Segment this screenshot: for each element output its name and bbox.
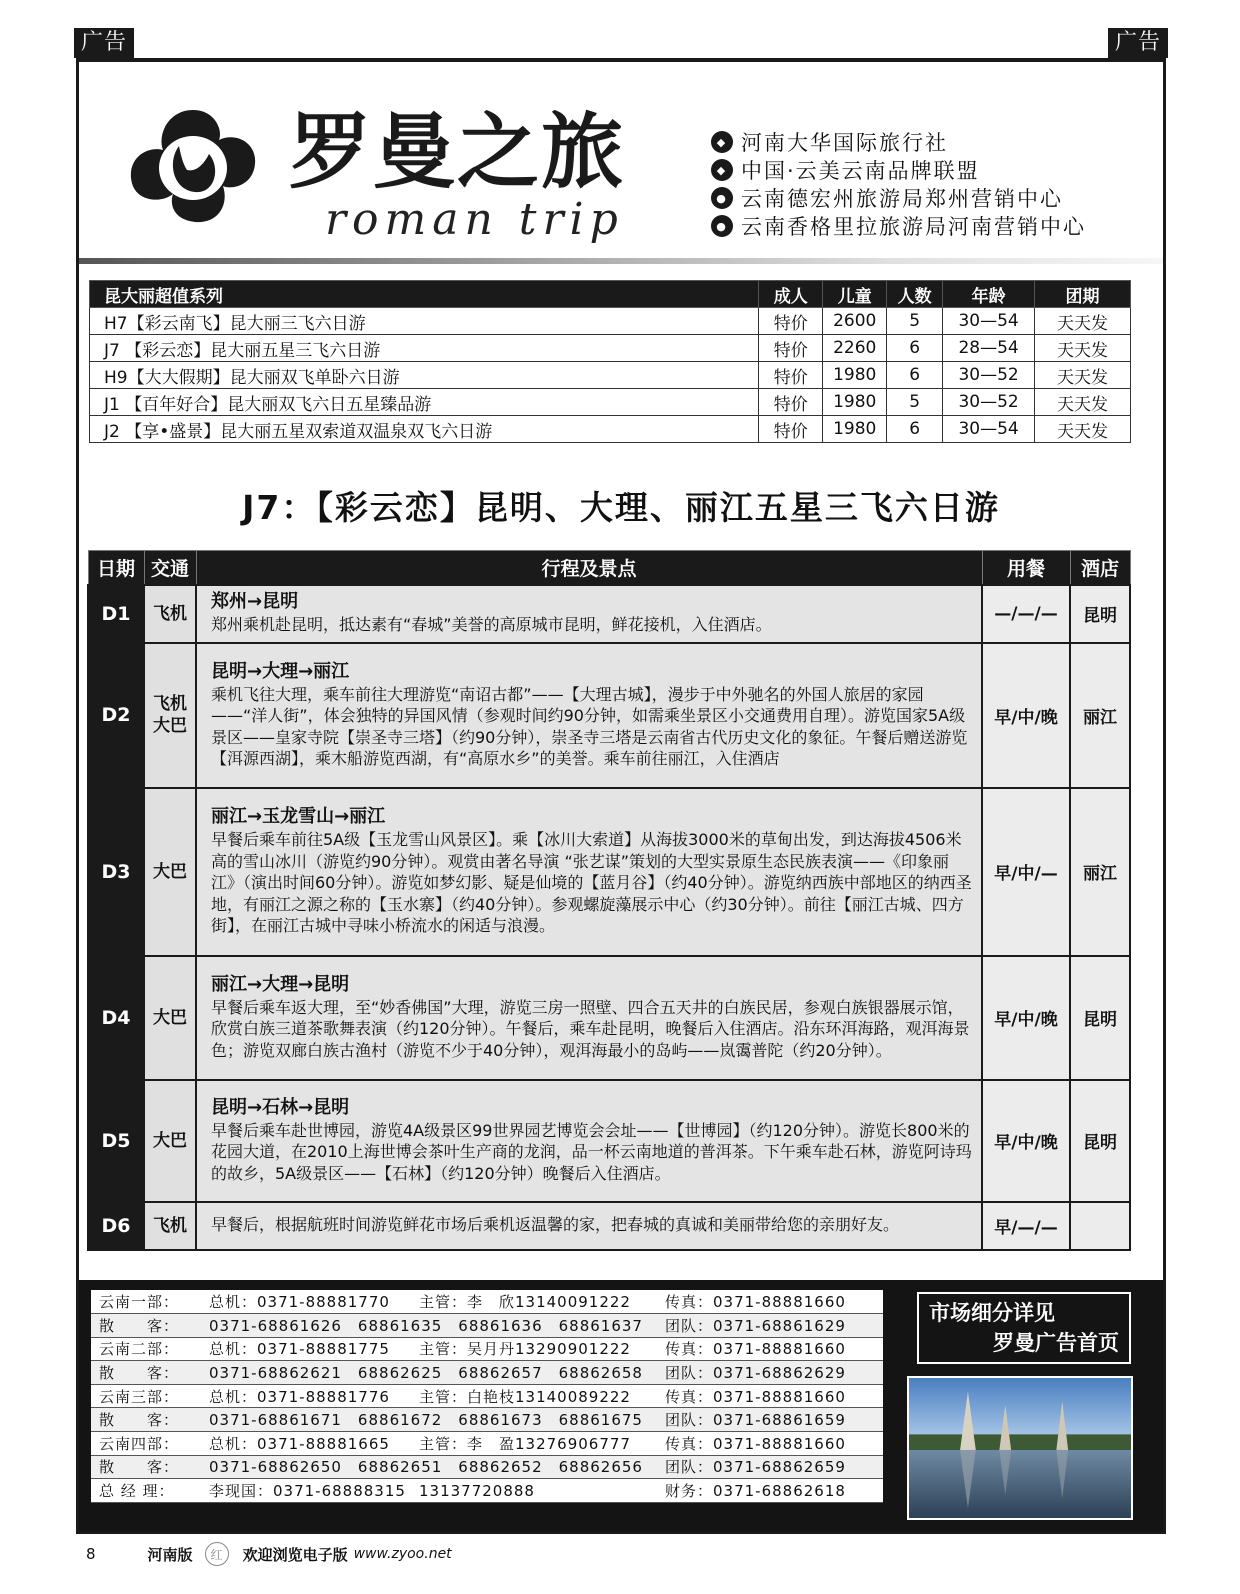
itinerary-day-row: D4 大巴 丽江→大理→昆明 早餐后乘车返大理，至“妙香佛国”大理，游览三房一照壁、四合五天井的白族民居，参观白族银器展示馆，欣赏白族三道茶歌舞表演（约120分钟）。午餐后，乘车赴昆明，晚餐后入住酒店。沿东环洱海路，观洱海景色；游览双廊白族古渔村（游览不少于40分钟），观洱海最小的岛屿——岚霭普陀（约20分钟）。 早/中/晚 昆明 bbox=[88, 956, 1130, 1080]
column-header: 行程及景点 bbox=[196, 551, 982, 585]
itinerary-day-row: D5 大巴 昆明→石林→昆明 早餐后乘车赴世博园，游览4A级景区99世界园艺博览会会址——【世博园】（约120分钟）。游览长800米的花园大道，在2010上海世博会茶叶生产商的龙润，品一杯云南地道的普洱茶。下午乘车赴石林，游览阿诗玛的故乡，5A级景区——【石林】（约120分钟）晚餐后入住酒店。 早/中/晚 昆明 bbox=[88, 1080, 1130, 1202]
contact-row: 散 客： 0371-68861671 68861672 68861673 68861675 团队：0371-68861659 bbox=[91, 1408, 883, 1432]
org-bullet-icon: ◆ bbox=[711, 131, 733, 153]
segment-route: 昆明→大理→丽江 bbox=[211, 660, 350, 682]
ad-label-left: 广告 bbox=[74, 28, 134, 58]
day-description: 早餐后乘车前往5A级【玉龙雪山风景区】。乘【冰川大索道】从海拔3000米的草甸出发，到达海拔4506米高的雪山冰川（游览约90分钟）。观赏由著名导演 “张艺谋”策划的大型实景原生态民族表演——《印象丽江》（演出时间60分钟）。游览如梦幻影、疑是仙境的【蓝月谷】（约40分钟）。游览纳西族中部地区的纳西圣地，有丽江之源之称的【玉水寨】（约40分钟）。参观螺旋藻展示中心（约30分钟）。前往【丽江古城、四方街】，在丽江古城中寻味小桥流水的闲适与浪漫。 bbox=[211, 830, 972, 936]
route-title: J7：【彩云恋】昆明、大理、丽江五星三飞六日游 bbox=[242, 488, 1000, 527]
website-link[interactable]: www.zyoo.net bbox=[353, 1546, 452, 1562]
table-row: J7 【彩云恋】昆大丽五星三飞六日游 特价 2260 6 28—54 天天发 bbox=[90, 335, 1131, 362]
price-table bbox=[89, 280, 1131, 443]
contact-row: 云南三部： 总机：0371-88881776 主管：白艳枝13140089222 传真：0371-88881660 bbox=[91, 1384, 883, 1408]
segment-route: 昆明→石林→昆明 bbox=[211, 1096, 350, 1118]
column-header: 成人 bbox=[759, 281, 823, 308]
contact-row: 云南四部： 总机：0371-88881665 主管：李 盈13276906777 传真：0371-88881660 bbox=[91, 1432, 883, 1456]
brand-header bbox=[79, 62, 1163, 260]
day-description: 郑州乘机赴昆明，抵达素有“春城”美誉的高原城市昆明，鲜花接机，入住酒店。 bbox=[211, 615, 772, 635]
page-number: 8 bbox=[86, 1545, 96, 1563]
itinerary-header bbox=[88, 551, 1130, 585]
flower-logo-icon bbox=[123, 106, 263, 226]
contact-row: 总 经 理： 李现国：0371-68888315 13137720888 财务：0371-68862618 bbox=[91, 1479, 883, 1503]
organization-item: ● 云南德宏州旅游局郑州营销中心 bbox=[711, 184, 1086, 212]
itinerary-day-row: D1 飞机 郑州→昆明 郑州乘机赴昆明，抵达素有“春城”美誉的高原城市昆明，鲜花接机，入住酒店。 —/—/— 昆明 bbox=[88, 585, 1130, 643]
contact-row: 散 客： 0371-68861626 68861635 68861636 68861637 团队：0371-68861629 bbox=[91, 1314, 883, 1338]
contact-row: 散 客： 0371-68862650 68862651 68862652 68862656 团队：0371-68862659 bbox=[91, 1455, 883, 1479]
contact-row: 云南一部： 总机：0371-88881770 主管：李 欣13140091222 传真：0371-88881660 bbox=[91, 1290, 883, 1314]
organization-item: ◆ 中国·云美云南品牌联盟 bbox=[711, 156, 1086, 184]
column-header: 用餐 bbox=[982, 551, 1070, 585]
welcome-text: 欢迎浏览电子版 bbox=[242, 1545, 348, 1564]
edition-label: 河南版 bbox=[147, 1545, 193, 1564]
table-row: H7【彩云南飞】昆大丽三飞六日游 特价 2600 5 30—54 天天发 bbox=[90, 308, 1131, 335]
org-bullet-icon: ● bbox=[711, 187, 733, 209]
day-description: 乘机飞往大理，乘车前往大理游览“南诏古都”——【大理古城】，漫步于中外驰名的外国人旅居的家园——“洋人街”，体会独特的异国风情（参观时间约90分钟，如需乘坐景区小交通费用自理）。游览国家5A级景区——皇家寺院【崇圣寺三塔】（约90分钟），崇圣寺三塔是云南省古代历史文化的象征。午餐后赠送游览【洱源西湖】，乘木船游览西湖，有“高原水乡”的美誉。乘车前往丽江，入住酒店 bbox=[211, 684, 968, 768]
promo-line-2: 罗曼广告首页 bbox=[993, 1330, 1119, 1355]
itinerary-table bbox=[87, 550, 1131, 1251]
day-description: 早餐后，根据航班时间游览鲜花市场后乘机返温馨的家，把春城的真诚和美丽带给您的亲朋好友。 bbox=[211, 1215, 900, 1235]
segment-route: 郑州→昆明 bbox=[211, 591, 299, 613]
column-header: 年龄 bbox=[943, 281, 1035, 308]
column-header: 儿童 bbox=[823, 281, 887, 308]
column-header: 日期 bbox=[88, 551, 144, 585]
column-header: 交通 bbox=[144, 551, 196, 585]
promo-box bbox=[917, 1292, 1131, 1364]
day-description: 早餐后乘车返大理，至“妙香佛国”大理，游览三房一照壁、四合五天井的白族民居，参观白族银器展示馆，欣赏白族三道茶歌舞表演（约120分钟）。午餐后，乘车赴昆明，晚餐后入住酒店。沿东环洱海路，观洱海景色；游览双廊白族古渔村（游览不少于40分钟），观洱海最小的岛屿——岚霭普陀（约20分钟）。 bbox=[211, 997, 970, 1060]
column-header: 团期 bbox=[1035, 281, 1131, 308]
organization-item: ◆ 河南大华国际旅行社 bbox=[711, 128, 1086, 156]
itinerary-day-row: D2 飞机 大巴 昆明→大理→丽江 乘机飞往大理，乘车前往大理游览“南诏古都”——【大理古城】，漫步于中外驰名的外国人旅居的家园——“洋人街”，体会独特的异国风情（参观时间约90分钟，如需乘坐景区小交通费用自理）。游览国家5A级景区——皇家寺院【崇圣寺三塔】（约90分钟），崇圣寺三塔是云南省古代历史文化的象征。午餐后赠送游览【洱源西湖】，乘木船游览西湖，有“高原水乡”的美誉。乘车前往丽江，入住酒店 早/中/晚 丽江 bbox=[88, 643, 1130, 788]
org-bullet-icon: ◆ bbox=[711, 159, 733, 181]
contact-row: 云南二部： 总机：0371-88881775 主管：吴月丹13290901222 传真：0371-88881660 bbox=[91, 1337, 883, 1361]
table-row: J2 【享•盛景】昆大丽五星双索道双温泉双飞六日游 特价 1980 6 30—54 天天发 bbox=[90, 416, 1131, 443]
org-bullet-icon: ● bbox=[711, 215, 733, 237]
itinerary-day-row: D6 飞机 早餐后，根据航班时间游览鲜花市场后乘机返温馨的家，把春城的真诚和美丽带给您的亲朋好友。 早/—/— bbox=[88, 1202, 1130, 1250]
three-pagodas-photo bbox=[907, 1376, 1133, 1520]
table-row: J1 【百年好合】昆大丽双飞六日五星臻品游 特价 1980 5 30—52 天天发 bbox=[90, 389, 1131, 416]
organization-list bbox=[711, 128, 1086, 240]
contact-table bbox=[91, 1290, 883, 1503]
contact-row: 散 客： 0371-68862621 68862625 68862657 68862658 团队：0371-68862629 bbox=[91, 1361, 883, 1385]
segment-route: 丽江→玉龙雪山→丽江 bbox=[211, 806, 386, 828]
day-description: 早餐后乘车赴世博园，游览4A级景区99世界园艺博览会会址——【世博园】（约120分钟）。游览长800米的花园大道，在2010上海世博会茶叶生产商的龙润，品一杯云南地道的普洱茶。下午乘车赴石林，游览阿诗玛的故乡，5A级景区——【石林】（约120分钟）晚餐后入住酒店。 bbox=[211, 1120, 972, 1183]
segment-route: 丽江→大理→昆明 bbox=[211, 973, 350, 995]
ad-label-right: 广告 bbox=[1108, 28, 1168, 58]
ad-frame bbox=[76, 58, 1166, 1534]
red-badge-icon: 红 bbox=[205, 1542, 229, 1566]
brand-name-cn: 罗曼之旅 bbox=[289, 105, 626, 200]
column-header: 昆大丽超值系列 bbox=[90, 281, 759, 308]
column-header: 人数 bbox=[887, 281, 943, 308]
table-row: H9【大大假期】昆大丽双飞单卧六日游 特价 1980 6 30—52 天天发 bbox=[90, 362, 1131, 389]
price-table-header bbox=[90, 281, 1131, 308]
organization-item: ● 云南香格里拉旅游局河南营销中心 bbox=[711, 212, 1086, 240]
column-header: 酒店 bbox=[1070, 551, 1130, 585]
header-divider bbox=[79, 258, 1163, 264]
itinerary-day-row: D3 大巴 丽江→玉龙雪山→丽江 早餐后乘车前往5A级【玉龙雪山风景区】。乘【冰川大索道】从海拔3000米的草甸出发，到达海拔4506米高的雪山冰川（游览约90分钟）。观赏由著名导演 “张艺谋”策划的大型实景原生态民族表演——《印象丽江》（演出时间60分钟）。游览如梦幻影、疑是仙境的【蓝月谷】（约40分钟）。游览纳西族中部地区的纳西圣地，有丽江之源之称的【玉水寨】（约40分钟）。参观螺旋藻展示中心（约30分钟）。前往【丽江古城、四方街】，在丽江古城中寻味小桥流水的闲适与浪漫。 早/中/— 丽江 bbox=[88, 788, 1130, 956]
promo-line-1: 市场细分详见 bbox=[929, 1300, 1055, 1325]
page-footer bbox=[86, 1542, 452, 1566]
brand-name-en: roman trip bbox=[325, 194, 624, 245]
